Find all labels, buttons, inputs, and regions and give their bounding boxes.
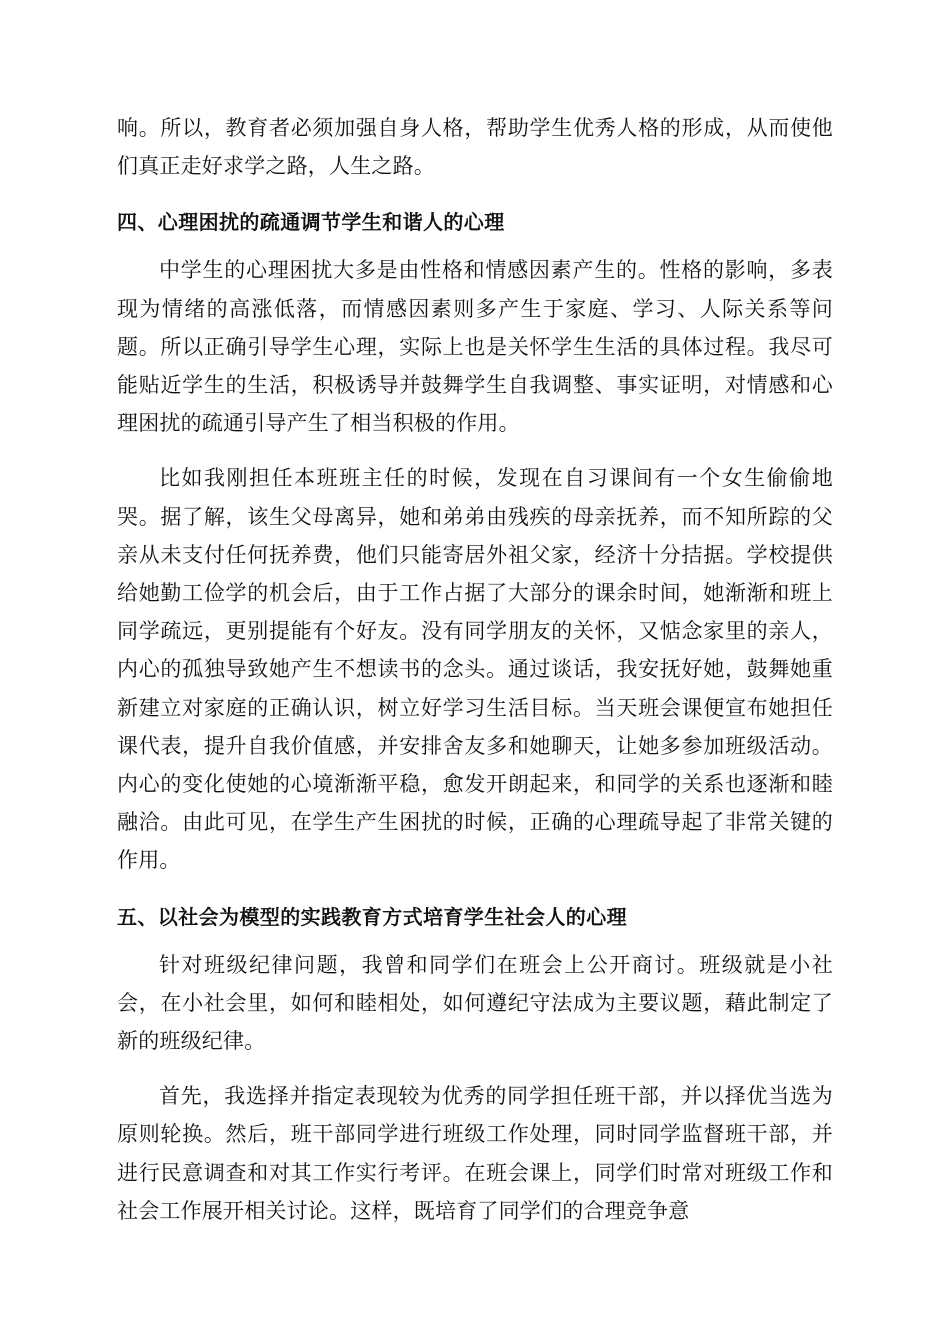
- paragraph-5-1: 针对班级纪律问题，我曾和同学们在班会上公开商讨。班级就是小社会，在小社会里，如何和睦相处，如何遵纪守法成为主要议题，藉此制定了新的班级纪律。: [117, 952, 833, 1054]
- section-heading-5: 五、以社会为模型的实践教育方式培育学生社会人的心理: [117, 904, 627, 929]
- document-body: [117, 109, 833, 1230]
- paragraph-continuation: 响。所以，教育者必须加强自身人格，帮助学生优秀人格的形成，从而使他们真正走好求学之路，人生之路。: [117, 116, 833, 179]
- paragraph-5-2: 首先，我选择并指定表现较为优秀的同学担任班干部，并以择优当选为原则轮换。然后，班干部同学进行班级工作处理，同时同学监督班干部，并进行民意调查和对其工作实行考评。在班会课上，同学们时常对班级工作和社会工作展开相关讨论。这样，既培育了同学们的合理竞争意: [117, 1084, 833, 1223]
- paragraph-4-2: 比如我刚担任本班班主任的时候，发现在自习课间有一个女生偷偷地哭。据了解，该生父母离异，她和弟弟由残疾的母亲抚养，而不知所踪的父亲从未支付任何抚养费，他们只能寄居外祖父家，经济十分拮据。学校提供给她勤工俭学的机会后，由于工作占据了大部分的课余时间，她渐渐和班上同学疏远，更别提能有个好友。没有同学朋友的关怀，又惦念家里的亲人，内心的孤独导致她产生不想读书的念头。通过谈话，我安抚好她，鼓舞她重新建立对家庭的正确认识，树立好学习生活目标。当天班会课便宣布她担任课代表，提升自我价值感，并安排舍友多和她聊天，让她多参加班级活动。内心的变化使她的心境渐渐平稳，愈发开朗起来，和同学的关系也逐渐和睦融洽。由此可见，在学生产生困扰的时候，正确的心理疏导起了非常关键的作用。: [117, 466, 833, 873]
- section-heading-4: 四、心理困扰的疏通调节学生和谐人的心理: [117, 210, 505, 235]
- paragraph-4-1: 中学生的心理困扰大多是由性格和情感因素产生的。性格的影响，多表现为情绪的高涨低落，而情感因素则多产生于家庭、学习、人际关系等问题。所以正确引导学生心理，实际上也是关怀学生生活的具体过程。我尽可能贴近学生的生活，积极诱导并鼓舞学生自我调整、事实证明，对情感和心理困扰的疏通引导产生了相当积极的作用。: [117, 258, 833, 436]
